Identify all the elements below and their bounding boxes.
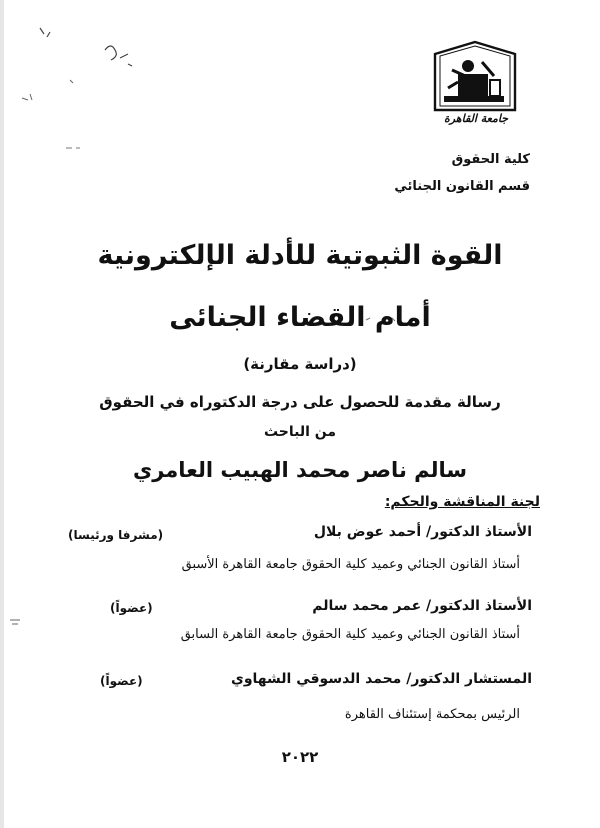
by-label: من الباحث — [263, 424, 337, 440]
handwritten-marks — [10, 20, 170, 170]
thesis-year: ٢٠٢٢ — [281, 748, 319, 766]
committee-member-name: الأستاذ الدكتور/ أحمد عوض بلال — [313, 524, 532, 540]
scan-edge — [0, 0, 4, 828]
margin-marks — [8, 600, 28, 640]
university-logo-text: جامعة القاهرة — [443, 112, 509, 125]
committee-member-description: أستاذ القانون الجنائي وعميد كلية الحقوق جامعة القاهرة الأسبق — [181, 557, 520, 572]
thesis-title-line1: القوة الثبوتية للأدلة الإلكترونية — [97, 240, 503, 271]
committee-member-role: (عضواً) — [100, 674, 143, 688]
committee-member-description: الرئيس بمحكمة إستئناف القاهرة — [344, 707, 520, 722]
committee-heading: لجنة المناقشة والحكم: — [384, 494, 540, 510]
thesis-title-line2: أمام القضاء الجنائى — [169, 302, 431, 333]
faculty-name: كلية الحقوق — [451, 152, 530, 167]
committee-member-role: (مشرفا ورئيسا) — [68, 528, 164, 542]
committee-member-name: الأستاذ الدكتور/ عمر محمد سالم — [312, 598, 532, 614]
committee-member-name: المستشار الدكتور/ محمد الدسوقي الشهاوي — [231, 671, 532, 687]
department-name: قسم القانون الجنائي — [394, 179, 530, 194]
committee-member-role: (عضواً) — [110, 601, 153, 615]
thesis-subtitle: (دراسة مقارنة) — [243, 355, 357, 373]
university-logo — [430, 40, 520, 148]
university-emblem-icon — [430, 40, 520, 120]
committee-member-description: أستاذ القانون الجنائي وعميد كلية الحقوق جامعة القاهرة السابق — [180, 627, 520, 642]
author-name: سالم ناصر محمد الهبيب العامري — [132, 458, 468, 482]
thesis-purpose: رسالة مقدمة للحصول على درجة الدكتوراه في الحقوق — [99, 393, 501, 411]
